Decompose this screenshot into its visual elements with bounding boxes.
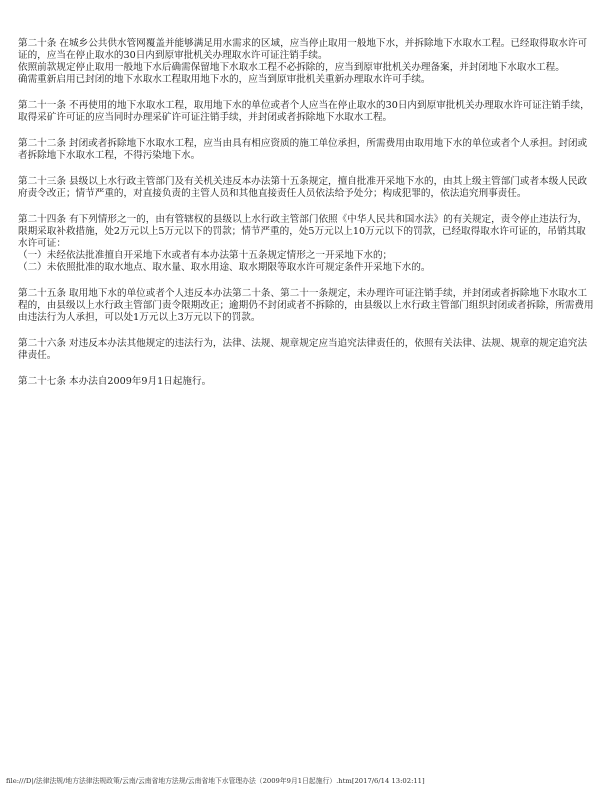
article-20: [18, 38, 594, 86]
article-20-para-3: 确需重新启用已封闭的地下水取水工程取用地下水的，应当到原审批机关重新办理取水许可手续。: [18, 74, 431, 85]
article-21: [18, 100, 594, 124]
article-23: [18, 176, 594, 200]
article-20-para-2: 依照前款规定停止取用一般地下水后确需保留地下水取水工程不必拆除的，应当到原审批机关办理备案，并封闭地下水取水工程。: [18, 62, 565, 73]
page-footer-url: file:///D|/法律法规/地方法律法规政策/云南/云南省地方法规/云南省地下水管理办法（2009年9月1日起施行）.htm[2017/6/14 13:02:11]: [6, 777, 425, 785]
article-26-para-1: 第二十六条 对违反本办法其他规定的违法行为，法律、法规、规章规定应当追究法律责任的，依照有关法律、法规、规章的规定追究法律责任。: [18, 338, 588, 361]
article-23-para-1: 第二十三条 县级以上水行政主管部门及有关机关违反本办法第十五条规定，擅自批准开采地下水的，由其上级主管部门或者本级人民政府责令改正；情节严重的，对直接负责的主管人员和其他直接责任人员依法给予处分；构成犯罪的，依法追究刑事责任。: [18, 176, 588, 199]
article-20-para-1: 第二十条 在城乡公共供水管网覆盖并能够满足用水需求的区域，应当停止取用一般地下水，并拆除地下水取水工程。已经取得取水许可证的，应当在停止取水的30日内到原审批机关办理取水许可证注销手续。: [18, 38, 588, 61]
article-21-para-1: 第二十一条 不再使用的地下水取水工程，取用地下水的单位或者个人应当在停止取水的30日内到原审批机关办理取水许可证注销手续，取得采矿许可证的应当同时办理采矿许可证注销手续，并封闭或者拆除地下水取水工程。: [18, 100, 590, 123]
article-22: [18, 138, 594, 162]
article-24: [18, 214, 594, 274]
article-24-item-2: （二）未依照批准的取水地点、取水量、取水用途、取水期限等取水许可规定条件开采地下水的。: [18, 262, 431, 273]
article-24-para-1: 第二十四条 有下列情形之一的，由有管辖权的县级以上水行政主管部门依照《中华人民共和国水法》的有关规定，责令停止违法行为，限期采取补救措施，处2万元以上5万元以下的罚款；情节严重的，处5万元以上10万元以下的罚款，已经取得取水许可证的，吊销其取水许可证：: [18, 214, 588, 249]
document-body: [18, 38, 594, 402]
article-25: [18, 288, 594, 324]
article-27-para-1: 第二十七条 本办法自2009年9月1日起施行。: [18, 376, 212, 387]
article-24-item-1: （一）未经依法批准擅自开采地下水或者有本办法第十五条规定情形之一开采地下水的；: [18, 250, 393, 261]
article-25-para-1: 第二十五条 取用地下水的单位或者个人违反本办法第二十条、第二十一条规定，未办理许可证注销手续，并封闭或者拆除地下水取水工程的，由县级以上水行政主管部门责令限期改正；逾期仍不封闭或者不拆除的，由县级以上水行政主管部门组织封闭或者拆除，所需费用由违法行为人承担，可以处1万元以上3万元以下的罚款。: [18, 288, 594, 323]
article-22-para-1: 第二十二条 封闭或者拆除地下水取水工程，应当由具有相应资质的施工单位承担，所需费用由取用地下水的单位或者个人承担。封闭或者拆除地下水取水工程，不得污染地下水。: [18, 138, 588, 161]
article-26: [18, 338, 594, 362]
article-27: [18, 376, 594, 388]
